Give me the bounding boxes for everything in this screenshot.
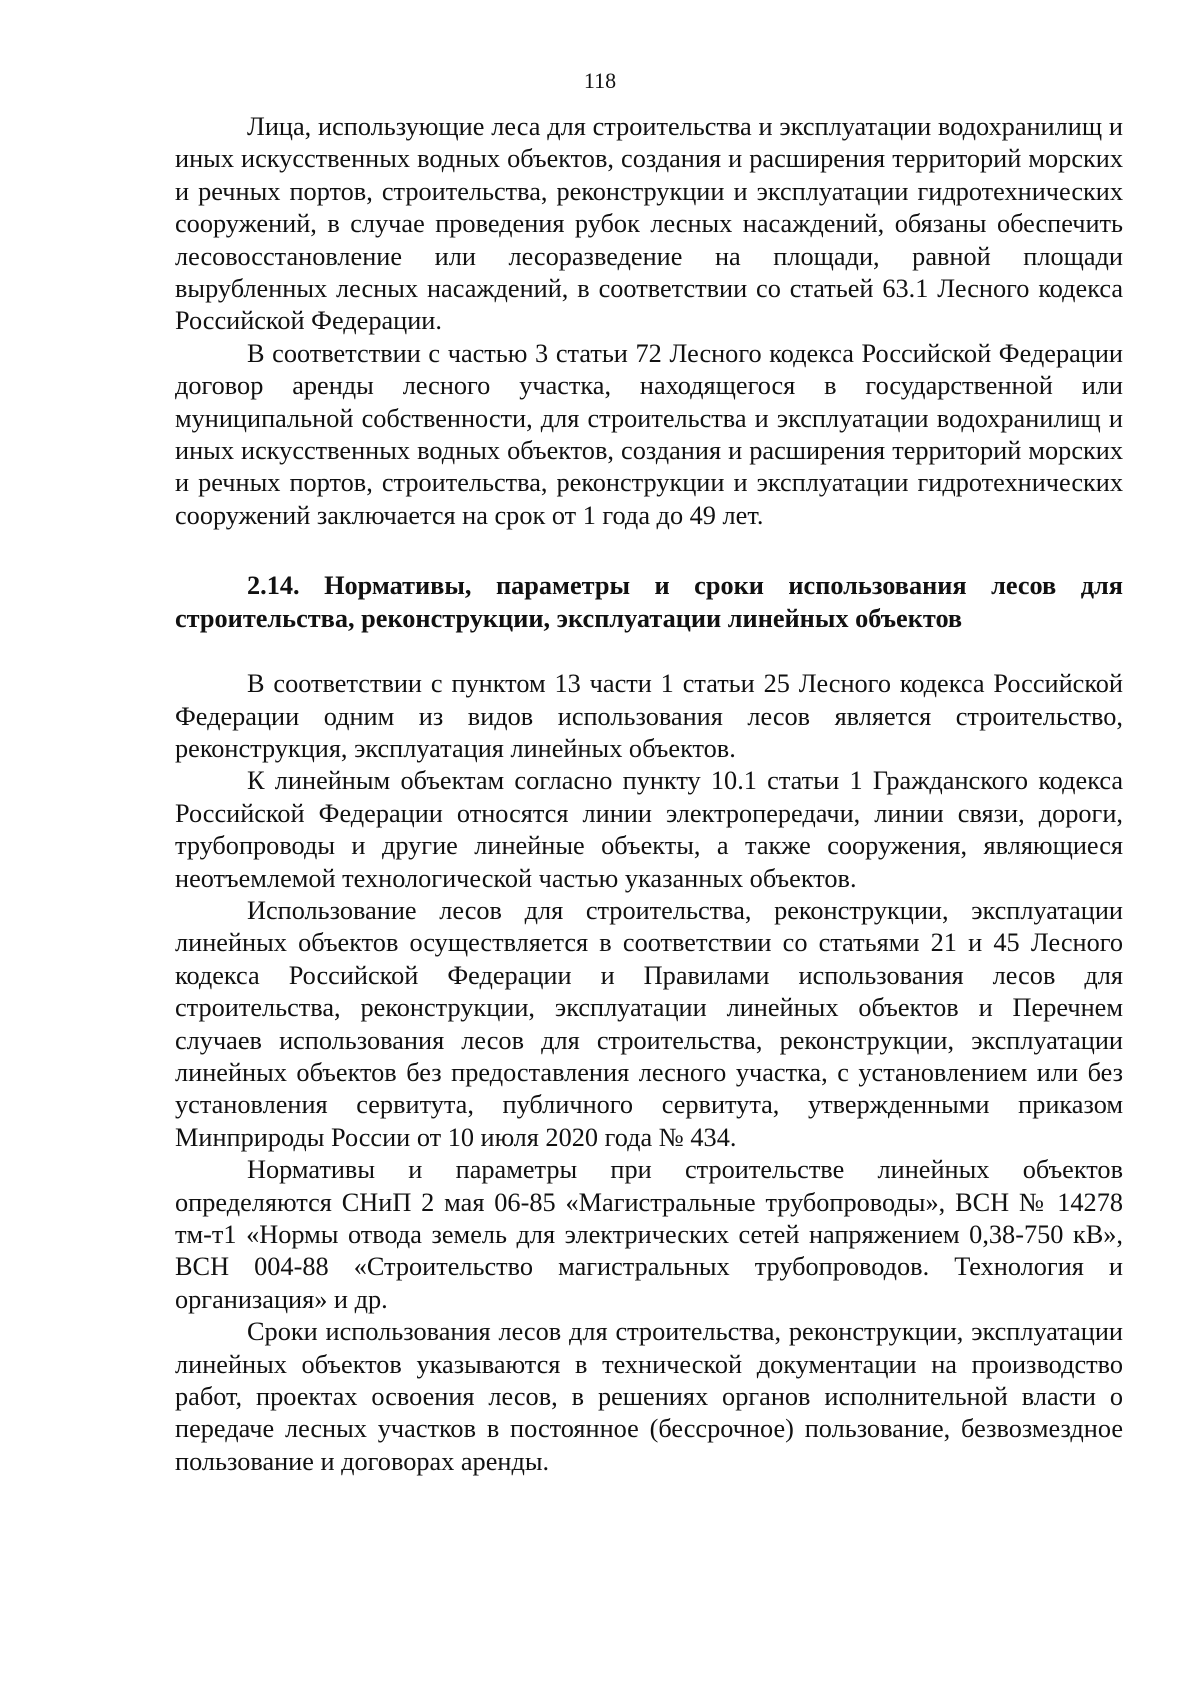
section-body (175, 668, 1123, 1478)
page-number: 118 (583, 68, 617, 93)
section-heading: 2.14. Нормативы, параметры и сроки использования лесов для строительства, реконструкции, эксплуатации линейных объектов (175, 571, 1123, 633)
paragraph-forest-restoration: Лица, использующие леса для строительства и эксплуатации водохранилищ и иных искусственных водных объектов, создания и расширения территорий морских и речных портов, строительства, реконструкции и эксплуатации гидротехнических сооружений, в случае проведения рубок лесных насаждений, обязаны обеспечить лесовосстановление или лесоразведение на площади, равной площади вырубленных лесных насаждений, в соответствии со статьей 63.1 Лесного кодекса Российской Федерации. (175, 112, 1123, 336)
paragraph-legal-basis: Использование лесов для строительства, реконструкции, эксплуатации линейных объектов осуществляется в соответствии со статьями 21 и 45 Лесного кодекса Российской Федерации и Правилами использования лесов для строительства, реконструкции, эксплуатации линейных объектов и Перечнем случаев использования лесов для строительства, реконструкции, эксплуатации линейных объектов без предоставления лесного участка, с установлением или без установления сервитута, публичного сервитута, утвержденными приказом Минприроды России от 10 июля 2020 года № 434. (175, 895, 1123, 1152)
paragraph-use-terms: Сроки использования лесов для строительства, реконструкции, эксплуатации линейных объектов указываются в технической документации на производство работ, проектах освоения лесов, в решениях органов исполнительной власти о передаче лесных участков в постоянное (бессрочное) пользование, безвозмездное пользование и договорах аренды. (175, 1317, 1123, 1476)
paragraph-use-type: В соответствии с пунктом 13 части 1 статьи 25 Лесного кодекса Российской Федерации одним из видов использования лесов является строительство, реконструкция, эксплуатация линейных объектов. (175, 669, 1123, 763)
paragraph-norms-parameters: Нормативы и параметры при строительстве линейных объектов определяются СНиП 2 мая 06-85 «Магистральные трубопроводы», ВСН № 14278 тм-т1 «Нормы отвода земель для электрических сетей напряжением 0,38-750 кВ», ВСН 004-88 «Строительство магистральных трубопроводов. Технология и организация» и др. (175, 1155, 1123, 1314)
paragraph-lease-term: В соответствии с частью 3 статьи 72 Лесного кодекса Российской Федерации договор аренды лесного участка, находящегося в государственной или муниципальной собственности, для строительства и эксплуатации водохранилищ и иных искусственных водных объектов, создания и расширения территорий морских и речных портов, строительства, реконструкции и эксплуатации гидротехнических сооружений заключается на срок от 1 года до 49 лет. (175, 338, 1123, 530)
page-content (175, 111, 1123, 1478)
paragraph-linear-objects-definition: К линейным объектам согласно пункту 10.1 статьи 1 Гражданского кодекса Российской Федерации относятся линии электропередачи, линии связи, дороги, трубопроводы и другие линейные объекты, а также сооружения, являющиеся неотъемлемой технологической частью указанных объектов. (175, 766, 1123, 893)
